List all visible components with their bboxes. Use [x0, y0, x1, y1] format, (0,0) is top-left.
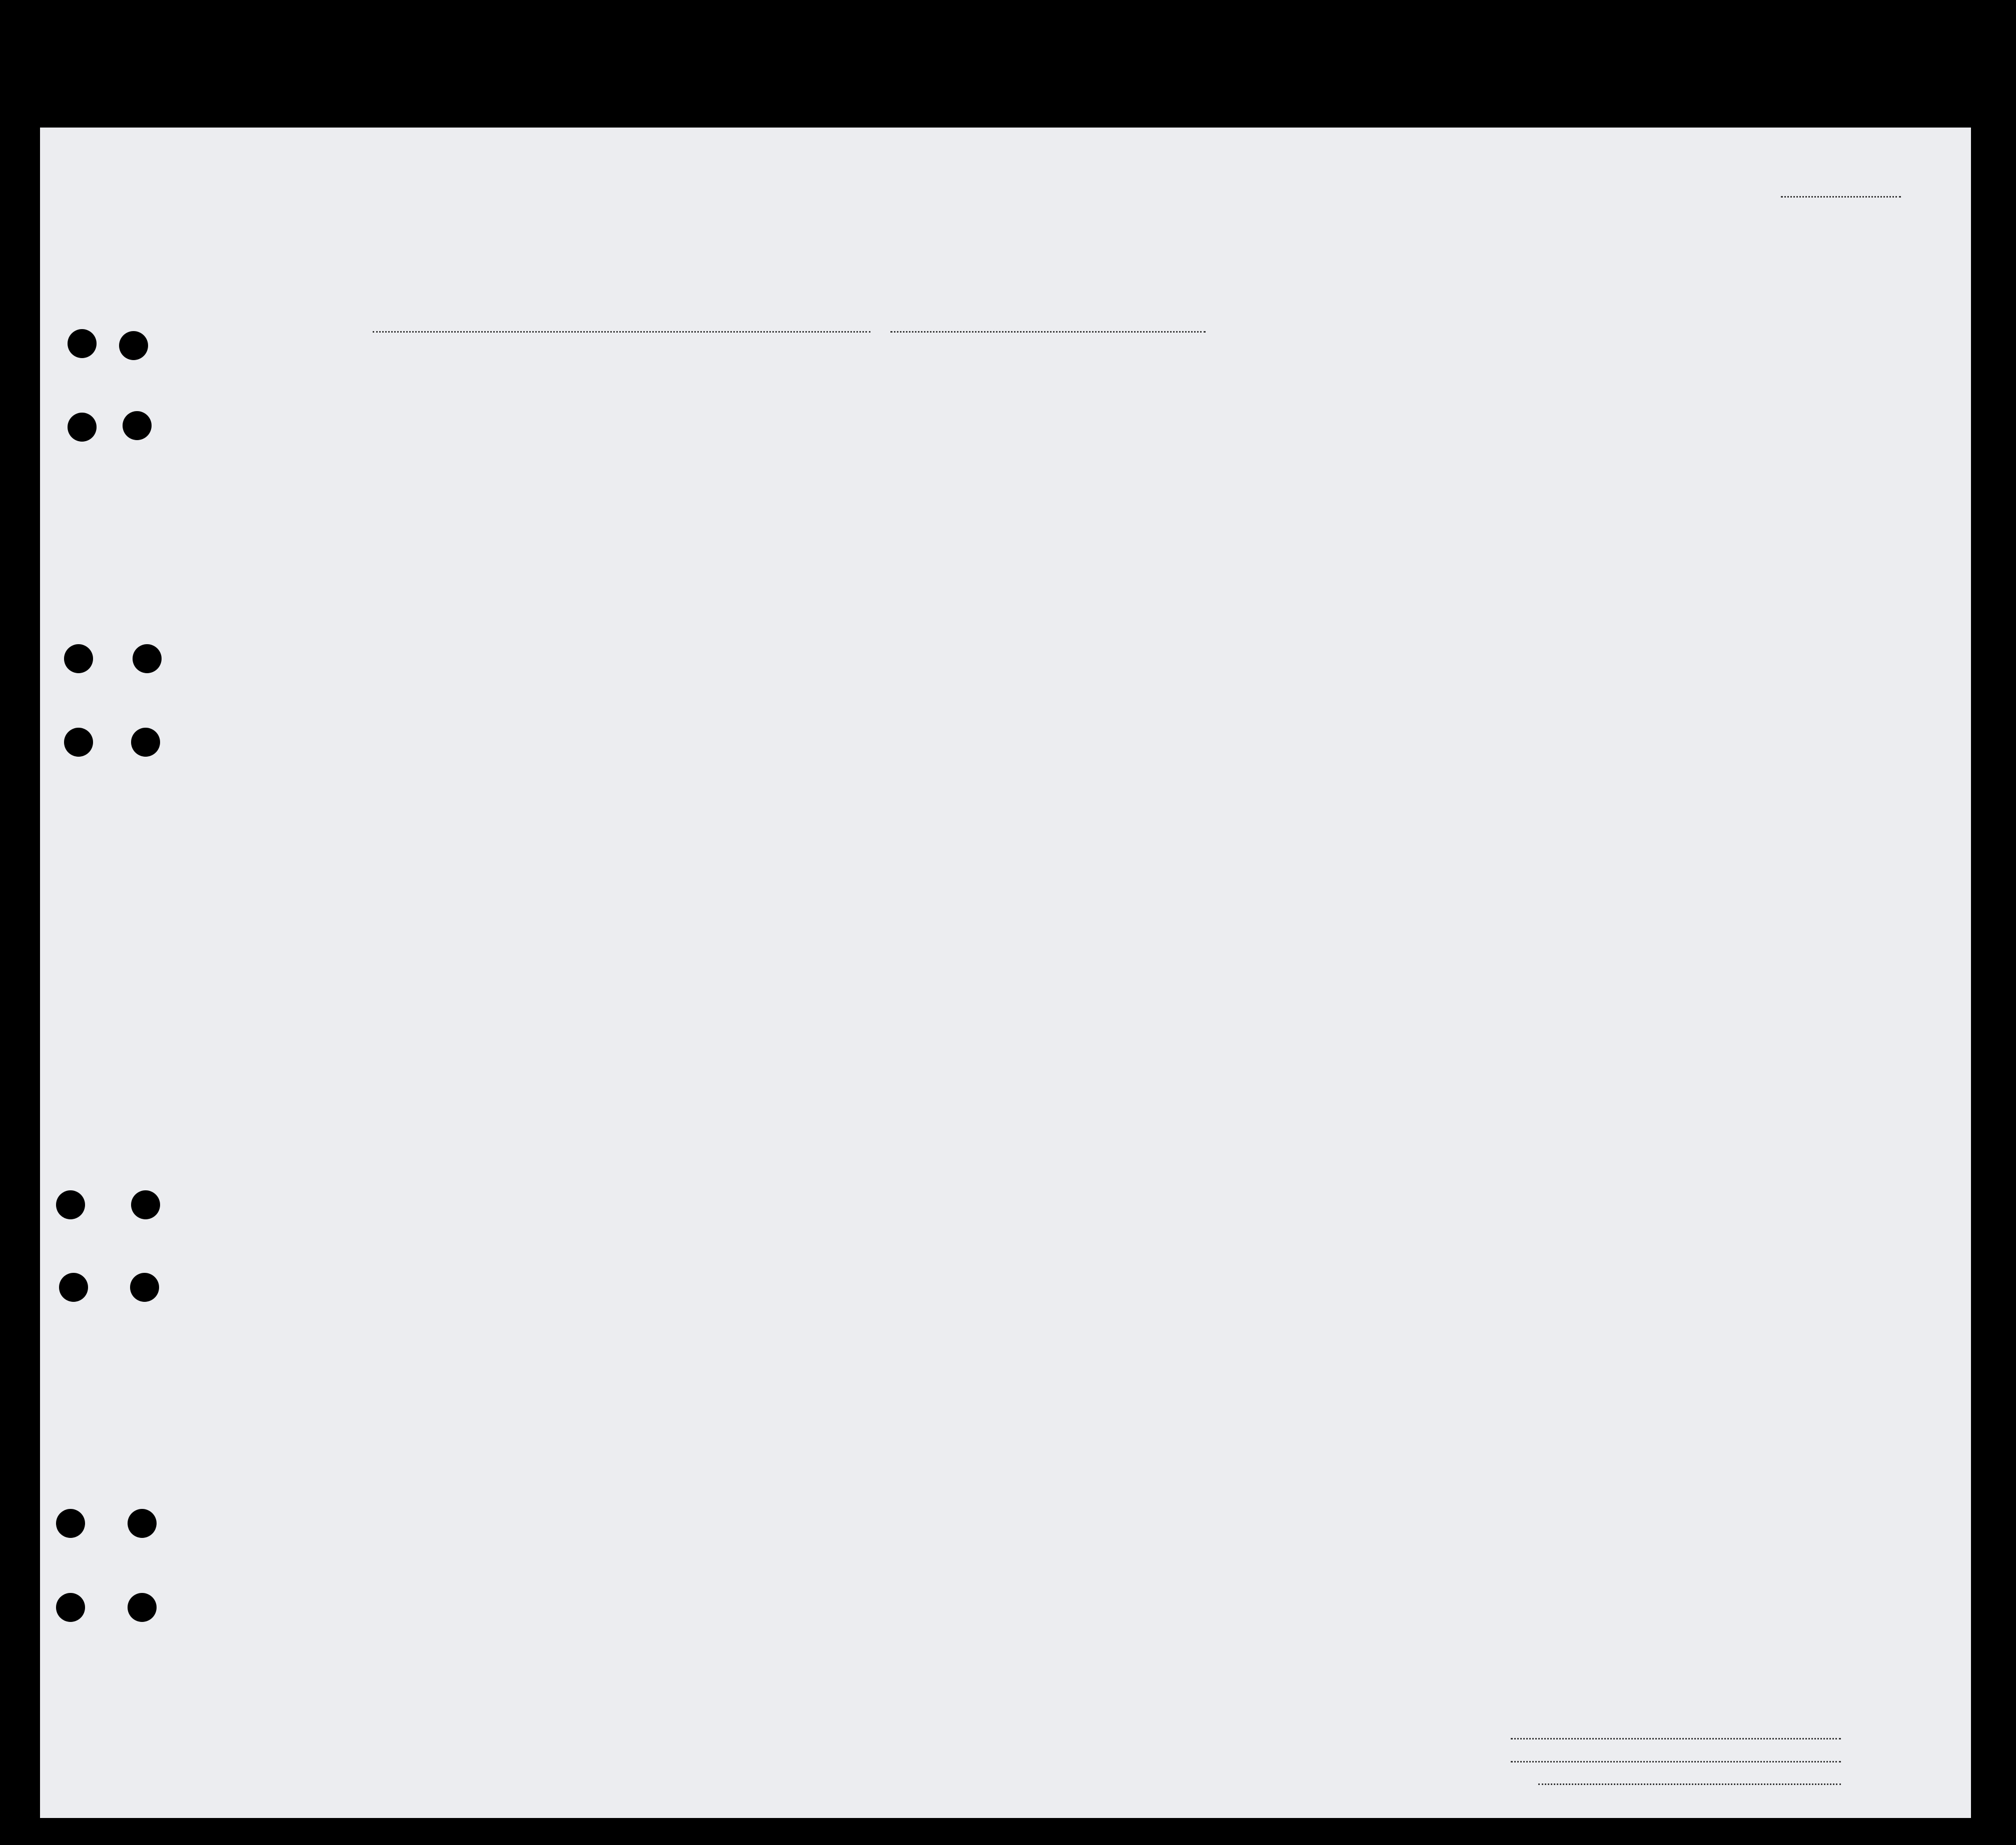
heading-excluded-deported — [1478, 413, 1497, 515]
heading-become-citizen — [1261, 419, 1289, 514]
heading-fifty-dollars — [729, 395, 754, 515]
heading-overthrow — [1383, 413, 1437, 515]
owners-field[interactable] — [1511, 1761, 1841, 1762]
line-field[interactable] — [1511, 1738, 1841, 1739]
heading-arrested-deported — [1498, 413, 1523, 515]
heading-feet — [1641, 480, 1661, 515]
local-agents-field[interactable] — [1538, 1783, 1841, 1785]
heading-prison-almshouse — [1291, 415, 1334, 515]
heading-inches — [1665, 475, 1685, 515]
heading-polygamist — [1334, 410, 1360, 515]
heading-length-of-stay — [1229, 419, 1260, 514]
heading-anarchist — [1361, 410, 1382, 515]
heading-labor-offer — [1439, 413, 1477, 515]
heading-ticket — [606, 398, 636, 515]
heading-return-country — [1185, 419, 1228, 514]
